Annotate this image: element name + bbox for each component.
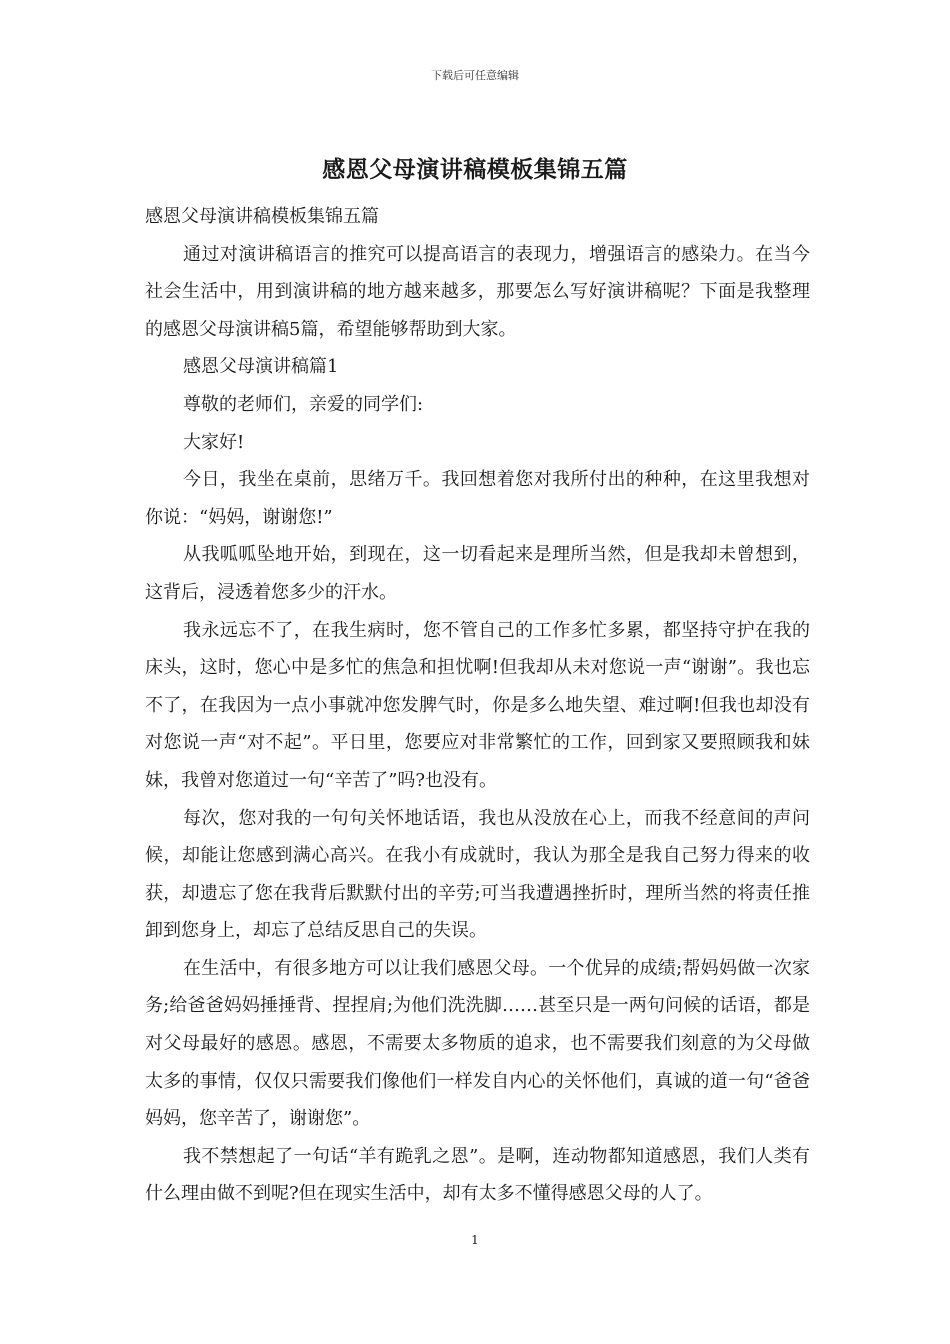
- paragraph: 感恩父母演讲稿模板集锦五篇: [145, 206, 379, 227]
- paragraph: 大家好!: [183, 431, 245, 453]
- paragraph: 我不禁想起了一句话“羊有跪乳之恩”。是啊，连动物都知道感恩，我们人类有什么理由做不到呢?但在现实生活中，却有太多不懂得感恩父母的人了。: [145, 1145, 810, 1205]
- page-number: 1: [471, 1233, 479, 1247]
- paragraph: 尊敬的老师们，亲爱的同学们:: [183, 393, 424, 415]
- document-body: [145, 198, 810, 1213]
- paragraph: 每次，您对我的一句句关怀地话语，我也从没放在心上，而我不经意间的声问候，却能让您感到满心高兴。在我小有成就时，我认为那全是我自己努力得来的收获，却遗忘了您在我背后默默付出的辛劳;可当我遭遇挫折时，理所当然的将责任推卸到您身上，却忘了总结反思自己的失误。: [145, 807, 810, 942]
- paragraph: 我永远忘不了，在我生病时，您不管自己的工作多忙多累，都坚持守护在我的床头，这时，您心中是多忙的焦急和担忧啊!但我却从未对您说一声“谢谢”。我也忘不了，在我因为一点小事就冲您发脾气时，你是多么地失望、难过啊!但我也却没有对您说一声“对不起”。平日里，您要应对非常繁忙的工作，回到家又要照顾我和妹妹，我曾对您道过一句“辛苦了”吗?也没有。: [145, 619, 810, 791]
- paragraph: 通过对演讲稿语言的推究可以提高语言的表现力，增强语言的感染力。在当今社会生活中，用到演讲稿的地方越来越多，那要怎么写好演讲稿呢？下面是我整理的感恩父母演讲稿5篇，希望能够帮助到大家。: [145, 243, 810, 340]
- document-title: 感恩父母演讲稿模板集锦五篇: [322, 156, 628, 183]
- header-note: 下载后可任意编辑: [431, 69, 519, 82]
- paragraph: 今日，我坐在桌前，思绪万千。我回想着您对我所付出的种种，在这里我想对你说：“妈妈，谢谢您!”: [145, 469, 810, 528]
- paragraph: 在生活中，有很多地方可以让我们感恩父母。一个优异的成绩;帮妈妈做一次家务;给爸爸妈妈捶捶背、捏捏肩;为他们洗洗脚……甚至只是一两句问候的话语，都是对父母最好的感恩。感恩，不需要太多物质的追求，也不需要我们刻意的为父母做太多的事情，仅仅只需要我们像他们一样发自内心的关怀他们，真诚的道一句“爸爸妈妈，您辛苦了，谢谢您”。: [145, 957, 810, 1130]
- section-heading: 感恩父母演讲稿篇1: [183, 356, 339, 378]
- paragraph: 从我呱呱坠地开始，到现在，这一切看起来是理所当然，但是我却未曾想到，这背后，浸透着您多少的汗水。: [145, 544, 810, 603]
